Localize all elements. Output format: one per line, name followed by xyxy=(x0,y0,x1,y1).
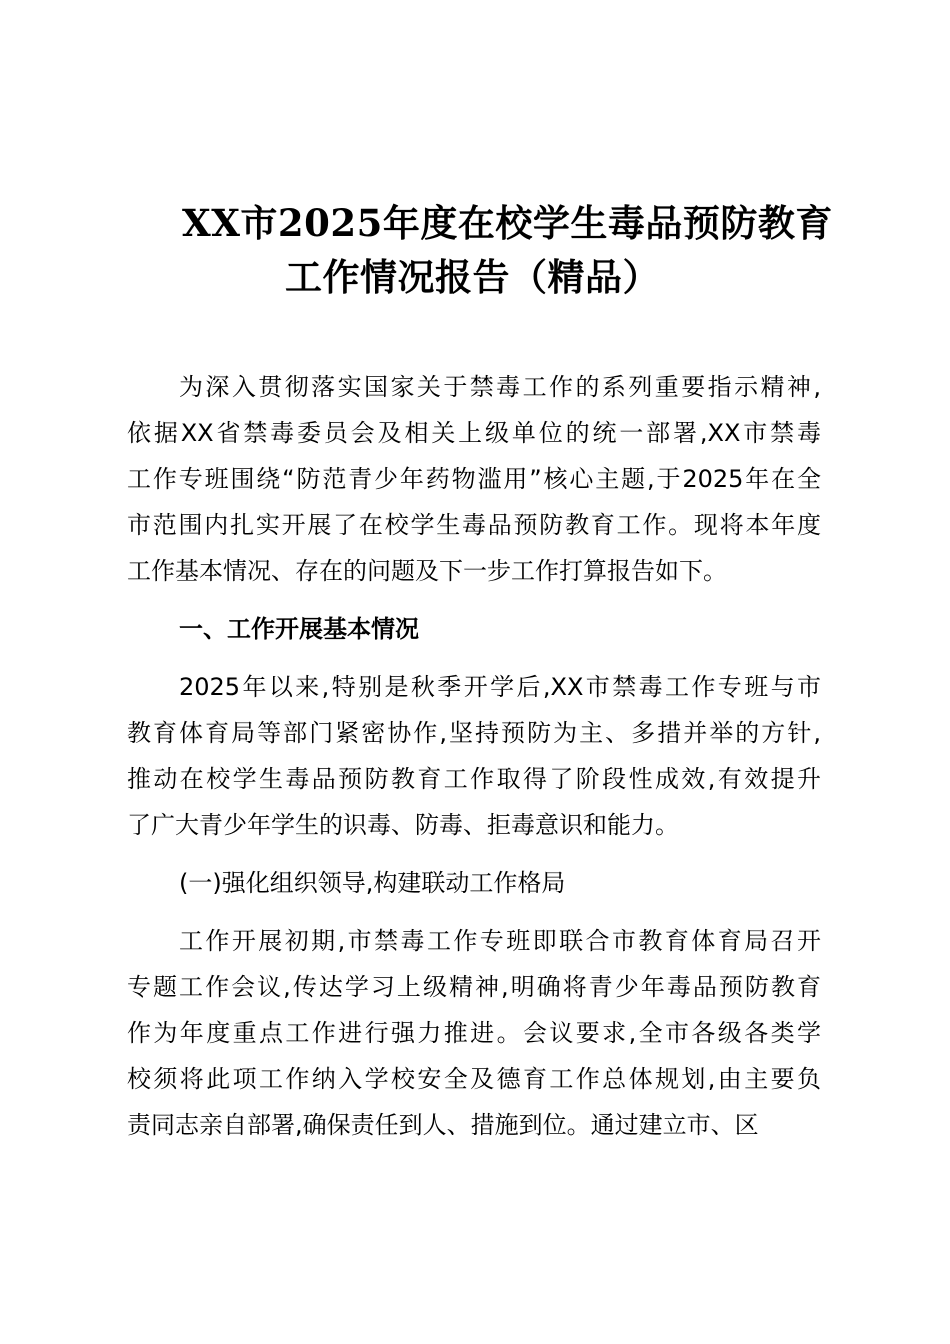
paragraph-line: 责同志亲自部署,确保责任到人、措施到位。通过建立市、区 xyxy=(127,1111,759,1139)
paragraph-line: 作为年度重点工作进行强力推进。会议要求,全市各级各类学 xyxy=(127,1019,821,1047)
paragraph-line: 市范围内扎实开展了在校学生毒品预防教育工作。现将本年度 xyxy=(127,511,821,539)
document-title xyxy=(120,196,880,304)
paragraph-line: 教育体育局等部门紧密协作,坚持预防为主、多措并举的方针, xyxy=(127,719,821,747)
paragraph-intro xyxy=(127,364,821,594)
document-body xyxy=(127,364,821,1160)
paragraph-section-1 xyxy=(127,664,821,848)
paragraph-line: 工作专班围绕“防范青少年药物滥用”核心主题,于2025年在全 xyxy=(127,465,821,493)
subsection-heading-1: (一)强化组织领导,构建联动工作格局 xyxy=(179,869,566,897)
title-line-1: XX市2025年度在校学生毒品预防教育 xyxy=(182,201,833,245)
paragraph-line: 专题工作会议,传达学习上级精神,明确将青少年毒品预防教育 xyxy=(127,973,821,1001)
paragraph-line: 依据XX省禁毒委员会及相关上级单位的统一部署,XX市禁毒 xyxy=(127,419,821,447)
paragraph-line: 校须将此项工作纳入学校安全及德育工作总体规划,由主要负 xyxy=(127,1065,821,1093)
paragraph-line: 2025年以来,特别是秋季开学后,XX市禁毒工作专班与市 xyxy=(179,673,821,701)
paragraph-line: 推动在校学生毒品预防教育工作取得了阶段性成效,有效提升 xyxy=(127,765,821,793)
paragraph-subsection-1 xyxy=(127,918,821,1148)
paragraph-line: 了广大青少年学生的识毒、防毒、拒毒意识和能力。 xyxy=(127,811,679,839)
section-heading-1: 一、工作开展基本情况 xyxy=(179,615,419,643)
paragraph-line: 为深入贯彻落实国家关于禁毒工作的系列重要指示精神, xyxy=(179,373,821,401)
paragraph-line: 工作开展初期,市禁毒工作专班即联合市教育体育局召开 xyxy=(179,927,821,955)
paragraph-line: 工作基本情况、存在的问题及下一步工作打算报告如下。 xyxy=(127,557,727,585)
title-line-2: 工作情况报告（精品） xyxy=(285,255,660,299)
